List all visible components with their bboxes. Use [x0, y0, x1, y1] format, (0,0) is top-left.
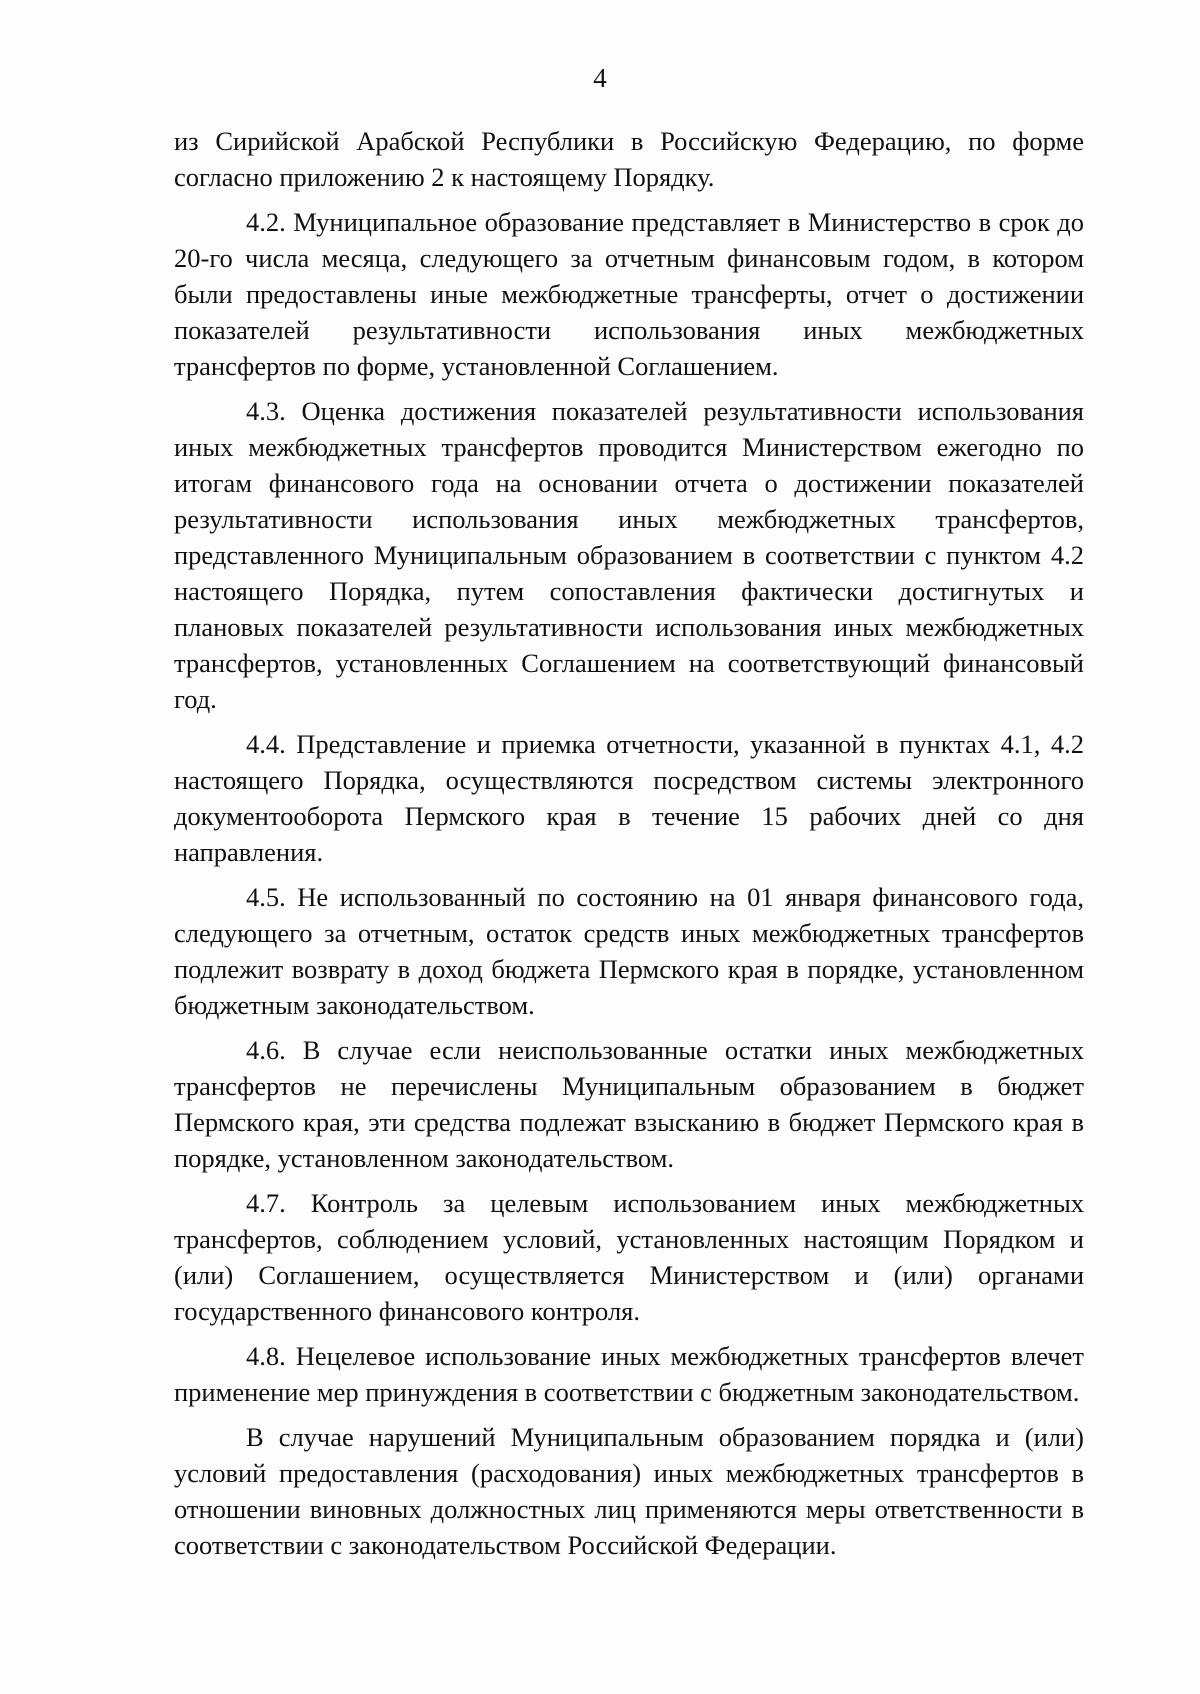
paragraph-4-3: 4.3. Оценка достижения показателей результативности использования иных межбюджетных трансфертов проводится Министерством ежегодно по итогам финансового года на основании отчета о достижении показателей результативности использования иных межбюджетных трансфертов, представленного Муниципальным образованием в соответствии с пунктом 4.2 настоящего Порядка, путем сопоставления фактически достигнутых и плановых показателей результативности использования иных межбюджетных трансфертов, установленных Соглашением на соответствующий финансовый год.	[174, 396, 1084, 714]
paragraph-4-7: 4.7. Контроль за целевым использованием иных межбюджетных трансфертов, соблюдением условий, установленных настоящим Порядком и (или) Соглашением, осуществляется Министерством и (или) органами государственного финансового контроля.	[174, 1188, 1084, 1326]
paragraph-4-8-liability: В случае нарушений Муниципальным образованием порядка и (или) условий предоставления (расходования) иных межбюджетных трансфертов в отношении виновных должностных лиц применяются меры ответственности в соответствии с законодательством Российской Федерации.	[174, 1422, 1084, 1560]
paragraph-4-6: 4.6. В случае если неиспользованные остатки иных межбюджетных трансфертов не перечислены Муниципальным образованием в бюджет Пермского края, эти средства подлежат взысканию в бюджет Пермского края в порядке, установленном законодательством.	[174, 1035, 1084, 1173]
paragraph-4-4: 4.4. Представление и приемка отчетности, указанной в пунктах 4.1, 4.2 настоящего Порядка, осуществляются посредством системы электронного документооборота Пермского края в течение 15 рабочих дней со дня направления.	[174, 729, 1084, 867]
paragraph-4-2: 4.2. Муниципальное образование представляет в Министерство в срок до 20-го числа месяца, следующего за отчетным финансовым годом, в котором были предоставлены иные межбюджетные трансферты, отчет о достижении показателей результативности использования иных межбюджетных трансфертов по форме, установленной Соглашением.	[174, 207, 1084, 381]
paragraph-continuation: из Сирийской Арабской Республики в Российскую Федерацию, по форме согласно приложению 2 к настоящему Порядку.	[174, 126, 1084, 192]
paragraph-4-8: 4.8. Нецелевое использование иных межбюджетных трансфертов влечет применение мер принуждения в соответствии с бюджетным законодательством.	[174, 1341, 1084, 1407]
document-body	[174, 123, 1084, 1572]
page-number: 4	[593, 63, 607, 93]
paragraph-4-5: 4.5. Не использованный по состоянию на 01 января финансового года, следующего за отчетным, остаток средств иных межбюджетных трансфертов подлежит возврату в доход бюджета Пермского края в порядке, установленном бюджетным законодательством.	[174, 882, 1084, 1020]
